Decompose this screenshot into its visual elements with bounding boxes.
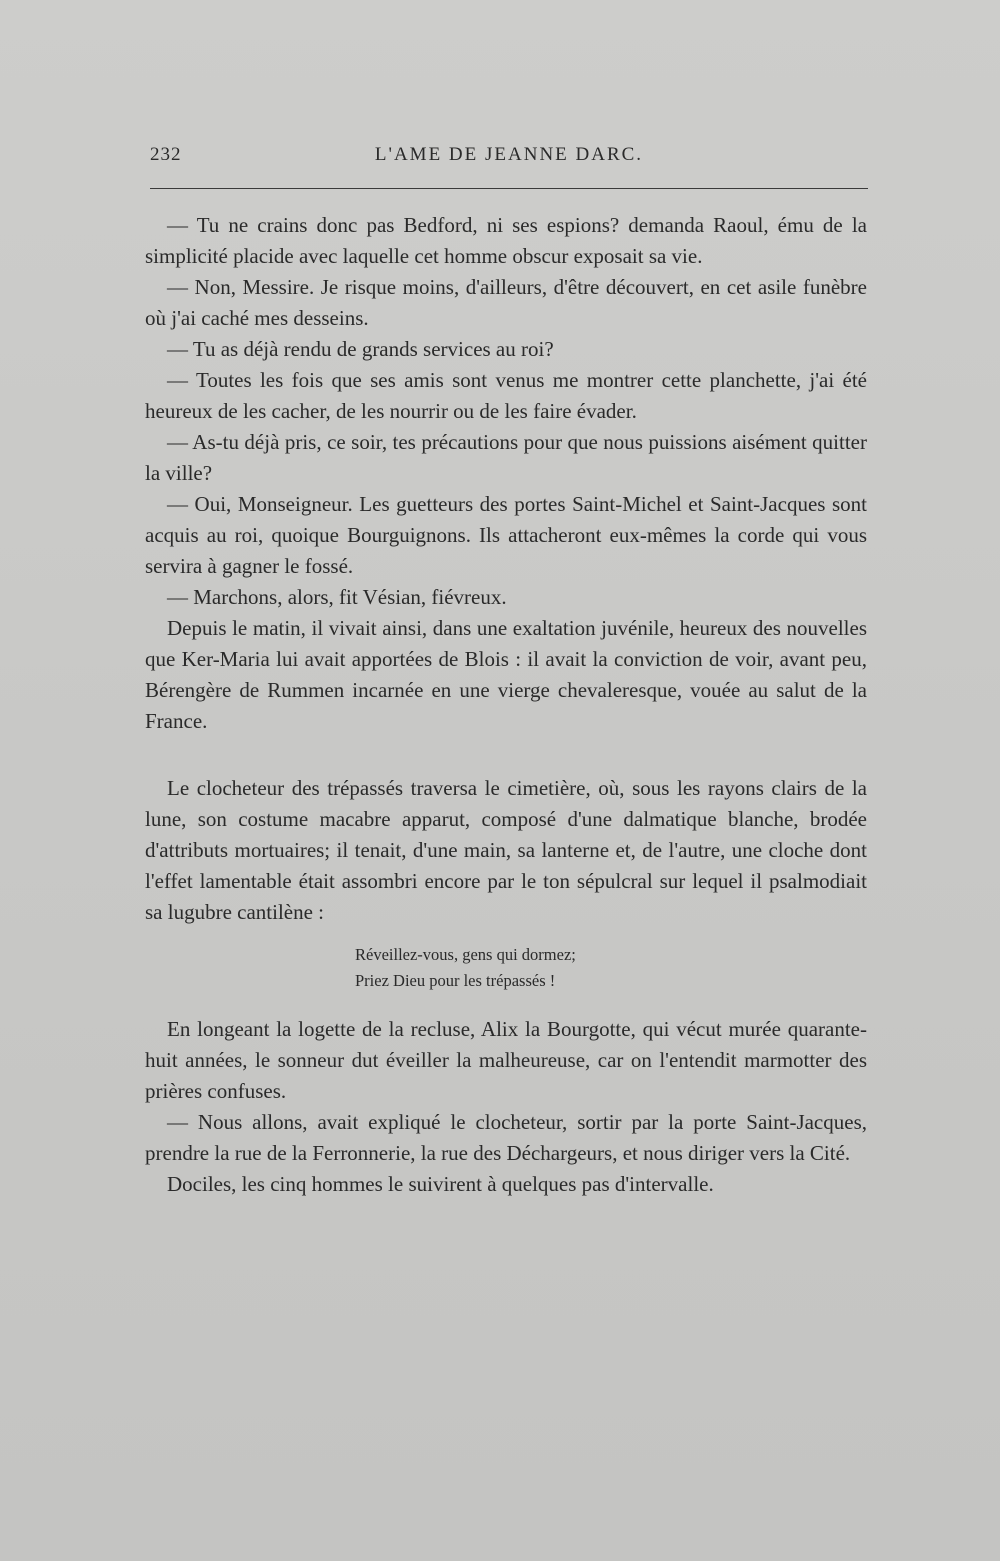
running-title: L'AME DE JEANNE DARC. (374, 144, 644, 165)
paragraph: — Oui, Monseigneur. Les guetteurs des portes Saint-Michel et Saint-Jacques sont acquis au roi, quoique Bourguignons. Ils attacheront eux-mêmes la corde qui vous servira à gagner le fossé. (145, 492, 867, 578)
paragraph: — Tu ne crains donc pas Bedford, ni ses espions? demanda Raoul, ému de la simplicité placide avec laquelle cet homme obscur exposait sa vie. (145, 213, 867, 268)
paragraph: — Non, Messire. Je risque moins, d'ailleurs, d'être découvert, en cet asile funèbre où j'ai caché mes desseins. (145, 275, 867, 330)
paragraph: Dociles, les cinq hommes le suivirent à quelques pas d'intervalle. (167, 1172, 714, 1196)
paragraph: Depuis le matin, il vivait ainsi, dans une exaltation juvénile, heureux des nouvelles que Ker-Maria lui avait apportées de Blois : il avait la conviction de voir, avant peu, Bérengère de Rummen incarnée en une vierge chevaleresque, vouée au salut de la France. (145, 616, 867, 733)
page-number: 232 (150, 144, 182, 165)
page-header (150, 140, 868, 180)
paragraph: Le clocheteur des trépassés traversa le cimetière, où, sous les rayons clairs de la lune, son costume macabre apparut, composé d'une dalmatique blanche, brodée d'attributs mortuaires; il tenait, d'une main, sa lanterne et, de l'autre, une cloche dont l'effet lamentable était assombri encore par le ton sépulcral sur lequel il psalmodiait sa lugubre cantilène : (145, 776, 867, 924)
paragraph: — As-tu déjà pris, ce soir, tes précautions pour que nous puissions aisément quitter la ville? (145, 430, 867, 485)
paragraph: — Tu as déjà rendu de grands services au roi? (167, 337, 554, 361)
paragraph: — Marchons, alors, fit Vésian, fiévreux. (167, 585, 507, 609)
verse-block (145, 942, 867, 994)
section-break (145, 737, 867, 773)
body-text (145, 210, 867, 1200)
header-rule (150, 188, 868, 189)
verse-line: Réveillez-vous, gens qui dormez; (355, 945, 576, 964)
paragraph: — Nous allons, avait expliqué le clocheteur, sortir par la porte Saint-Jacques, prendre la rue de la Ferronnerie, la rue des Déchargeurs, et nous diriger vers la Cité. (145, 1110, 867, 1165)
paragraph: — Toutes les fois que ses amis sont venus me montrer cette planchette, j'ai été heureux de les cacher, de les nourrir ou de les faire évader. (145, 368, 867, 423)
paragraph: En longeant la logette de la recluse, Alix la Bourgotte, qui vécut murée quarante-huit années, le sonneur dut éveiller la malheureuse, car on l'entendit marmotter des prières confuses. (145, 1017, 867, 1103)
verse-line: Priez Dieu pour les trépassés ! (355, 971, 556, 990)
